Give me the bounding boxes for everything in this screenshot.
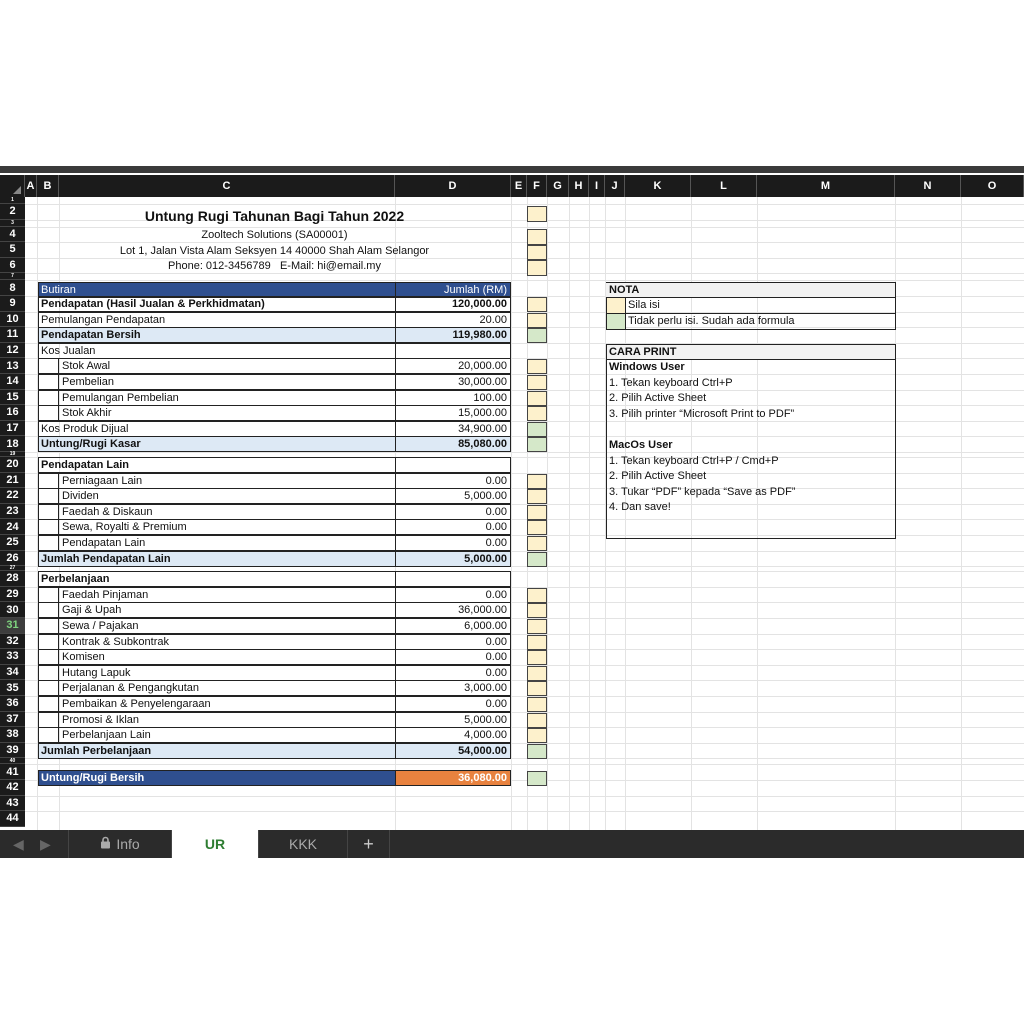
formula-swatch — [527, 422, 547, 437]
col-butiran-header[interactable]: Butiran — [38, 282, 396, 298]
line-item-amount[interactable]: 85,080.00 — [395, 436, 511, 452]
row-header[interactable]: 7 — [0, 273, 25, 280]
formula-swatch — [527, 744, 547, 759]
company-name: Zooltech Solutions (SA00001) — [201, 229, 348, 241]
line-item-amount[interactable]: 0.00 — [395, 473, 511, 489]
column-header[interactable]: H — [569, 175, 589, 197]
line-item-label[interactable]: Dividen — [38, 488, 396, 504]
row-header[interactable]: 32 — [0, 634, 25, 650]
print-instruction-line: MacOs User — [609, 439, 673, 451]
row-header[interactable]: 25 — [0, 535, 25, 551]
row-header[interactable]: 40 — [0, 758, 25, 764]
fill-swatch — [527, 313, 547, 328]
print-instruction-line: 2. Pilih Active Sheet — [609, 470, 707, 483]
grid-line — [25, 258, 1024, 259]
grid-line — [589, 197, 590, 830]
net-profit-label[interactable]: Untung/Rugi Bersih — [38, 770, 396, 786]
row-header[interactable]: 18 — [0, 436, 25, 452]
grid-line — [25, 242, 1024, 243]
print-instruction-line: Windows User — [609, 361, 685, 373]
row-header[interactable]: 20 — [0, 457, 25, 473]
row-header[interactable]: 15 — [0, 390, 25, 406]
row-header[interactable]: 19 — [0, 452, 25, 457]
line-item-label[interactable]: Stok Awal — [38, 358, 396, 374]
row-header[interactable]: 26 — [0, 551, 25, 567]
add-sheet-button[interactable]: + — [348, 830, 390, 858]
fill-swatch — [527, 650, 547, 665]
fill-swatch — [527, 474, 547, 489]
column-header[interactable]: I — [589, 175, 605, 197]
line-item-amount[interactable]: 30,000.00 — [395, 374, 511, 390]
line-item-label[interactable]: Pemulangan Pendapatan — [38, 312, 396, 328]
line-item-amount[interactable] — [395, 457, 511, 473]
line-item-label[interactable]: Pembaikan & Penyelengaraan — [38, 696, 396, 712]
column-header[interactable]: C — [59, 175, 395, 197]
row-header[interactable]: 43 — [0, 796, 25, 812]
formula-swatch — [527, 437, 547, 452]
row-header[interactable]: 14 — [0, 374, 25, 390]
nota-divider — [606, 313, 896, 314]
fill-swatch — [527, 603, 547, 618]
row-header[interactable]: 33 — [0, 649, 25, 665]
grid-line — [25, 796, 1024, 797]
fill-swatch — [527, 536, 547, 551]
column-header[interactable]: K — [625, 175, 691, 197]
window-top-strip — [0, 166, 1024, 173]
row-header[interactable]: 28 — [0, 571, 25, 587]
row-header[interactable]: 39 — [0, 743, 25, 759]
row-header[interactable]: 3 — [0, 220, 25, 227]
nota-divider — [606, 297, 896, 298]
row-header[interactable]: 1 — [0, 197, 25, 204]
tab-info[interactable] — [68, 830, 172, 858]
line-item-label[interactable]: Komisen — [38, 649, 396, 665]
row-header[interactable]: 12 — [0, 343, 25, 359]
fill-swatch — [527, 635, 547, 650]
fill-swatch — [527, 697, 547, 712]
print-instruction-line: 3. Tukar “PDF” kepada “Save as PDF” — [609, 485, 796, 498]
line-item-amount[interactable]: 36,000.00 — [395, 602, 511, 618]
column-header[interactable]: L — [691, 175, 757, 197]
line-item-amount[interactable]: 0.00 — [395, 665, 511, 681]
grid-line — [25, 227, 1024, 228]
row-header[interactable]: 44 — [0, 811, 25, 827]
column-header[interactable]: M — [757, 175, 895, 197]
print-instruction-line: 1. Tekan keyboard Ctrl+P — [609, 376, 733, 389]
print-instruction-line: 4. Dan save! — [609, 501, 671, 514]
line-item-label[interactable]: Pendapatan Lain — [38, 457, 396, 473]
line-item-amount[interactable]: 54,000.00 — [395, 743, 511, 759]
line-item-amount[interactable]: 4,000.00 — [395, 727, 511, 743]
fill-swatch — [527, 229, 547, 245]
formula-swatch — [527, 552, 547, 567]
line-item-amount[interactable]: 5,000.00 — [395, 712, 511, 728]
fill-swatch — [527, 619, 547, 634]
line-item-amount[interactable]: 0.00 — [395, 535, 511, 551]
formula-swatch — [527, 771, 547, 786]
fill-swatch — [527, 728, 547, 743]
grid-line — [25, 811, 1024, 812]
prev-sheet-arrow-icon[interactable]: ◀ — [13, 836, 24, 852]
line-item-amount[interactable]: 119,980.00 — [395, 327, 511, 343]
line-item-label[interactable]: Jumlah Pendapatan Lain — [38, 551, 396, 567]
line-item-amount[interactable]: 5,000.00 — [395, 488, 511, 504]
grid-line — [569, 197, 570, 830]
nota-title: NOTA — [609, 284, 640, 296]
row-header[interactable]: 11 — [0, 327, 25, 343]
line-item-amount[interactable] — [395, 343, 511, 359]
column-header[interactable]: N — [895, 175, 961, 197]
line-item-amount[interactable]: 0.00 — [395, 587, 511, 603]
line-item-amount[interactable]: 5,000.00 — [395, 551, 511, 567]
nota-divider — [625, 297, 626, 330]
row-header[interactable]: 6 — [0, 258, 25, 274]
row-header[interactable]: 41 — [0, 764, 25, 780]
row-header[interactable]: 35 — [0, 680, 25, 696]
line-item-amount[interactable]: 100.00 — [395, 390, 511, 406]
cara-print-title: CARA PRINT — [609, 346, 677, 358]
line-item-amount[interactable]: 0.00 — [395, 634, 511, 650]
fill-swatch — [527, 406, 547, 421]
row-header[interactable]: 21 — [0, 473, 25, 489]
company-contact: Phone: 012-3456789 E-Mail: hi@email.my — [168, 260, 381, 272]
fill-swatch — [527, 391, 547, 406]
row-header[interactable]: 31 — [0, 618, 25, 634]
row-header[interactable]: 16 — [0, 405, 25, 421]
line-item-amount[interactable] — [395, 571, 511, 587]
report-title: Untung Rugi Tahunan Bagi Tahun 2022 — [144, 208, 405, 224]
line-item-label[interactable]: Kontrak & Subkontrak — [38, 634, 396, 650]
line-item-label[interactable]: Untung/Rugi Kasar — [38, 436, 396, 452]
line-item-label[interactable]: Pendapatan Bersih — [38, 327, 396, 343]
row-header[interactable]: 29 — [0, 587, 25, 603]
tab-ur[interactable]: UR — [172, 830, 259, 858]
fill-swatch — [527, 588, 547, 603]
line-item-label[interactable]: Promosi & Iklan — [38, 712, 396, 728]
row-header[interactable]: 30 — [0, 602, 25, 618]
line-item-amount[interactable]: 0.00 — [395, 649, 511, 665]
row-header[interactable]: 2 — [0, 204, 25, 220]
line-item-label[interactable]: Jumlah Perbelanjaan — [38, 743, 396, 759]
line-item-label[interactable]: Hutang Lapuk — [38, 665, 396, 681]
grid-line — [511, 197, 512, 830]
fill-swatch — [527, 206, 547, 222]
line-item-label[interactable]: Kos Produk Dijual — [38, 421, 396, 437]
line-item-amount[interactable]: 0.00 — [395, 504, 511, 520]
print-instruction-line: 1. Tekan keyboard Ctrl+P / Cmd+P — [609, 454, 779, 467]
line-item-amount[interactable]: 20.00 — [395, 312, 511, 328]
fill-swatch — [527, 713, 547, 728]
print-instruction-line: 3. Pilih printer “Microsoft Print to PDF” — [609, 407, 795, 420]
line-item-label[interactable]: Pendapatan Lain — [38, 535, 396, 551]
row-header[interactable]: 23 — [0, 504, 25, 520]
fill-swatch — [527, 505, 547, 520]
tab-kkk[interactable]: KKK — [259, 830, 348, 858]
grid-line — [25, 273, 1024, 274]
line-item-label[interactable]: Pemulangan Pembelian — [38, 390, 396, 406]
fill-swatch — [527, 260, 547, 276]
line-item-label[interactable]: Sewa, Royalti & Premium — [38, 519, 396, 535]
row-header[interactable]: 37 — [0, 712, 25, 728]
column-header[interactable]: E — [511, 175, 527, 197]
next-sheet-arrow-icon[interactable]: ▶ — [40, 836, 51, 852]
line-item-amount[interactable]: 20,000.00 — [395, 358, 511, 374]
row-header[interactable]: 10 — [0, 312, 25, 328]
formula-color-sample — [607, 314, 625, 329]
row-header[interactable]: 24 — [0, 519, 25, 535]
tab-info-label: Info — [116, 836, 140, 852]
column-header[interactable]: J — [605, 175, 625, 197]
fill-swatch — [527, 520, 547, 535]
row-header[interactable]: 5 — [0, 242, 25, 258]
fill-swatch — [527, 666, 547, 681]
col-jumlah-header[interactable]: Jumlah (RM) — [395, 282, 511, 298]
line-item-amount[interactable]: 15,000.00 — [395, 405, 511, 421]
fill-swatch — [527, 681, 547, 696]
fill-swatch — [527, 245, 547, 260]
line-item-label[interactable]: Perbelanjaan — [38, 571, 396, 587]
row-header[interactable]: 27 — [0, 566, 25, 571]
line-item-amount[interactable]: 34,900.00 — [395, 421, 511, 437]
line-item-amount[interactable]: 6,000.00 — [395, 618, 511, 634]
grid-line — [25, 764, 1024, 765]
nota-header-bg — [606, 283, 895, 297]
row-header[interactable]: 13 — [0, 358, 25, 374]
line-item-label[interactable]: Perjalanan & Pengangkutan — [38, 680, 396, 696]
nota-fill-label: Sila isi — [628, 299, 660, 311]
line-item-label[interactable]: Faedah & Diskaun — [38, 504, 396, 520]
line-item-amount[interactable]: 0.00 — [395, 696, 511, 712]
grid-line — [25, 204, 1024, 205]
line-item-amount[interactable]: 0.00 — [395, 519, 511, 535]
row-header[interactable]: 42 — [0, 780, 25, 796]
line-item-label[interactable]: Perniagaan Lain — [38, 473, 396, 489]
row-header[interactable]: 34 — [0, 665, 25, 681]
lock-icon — [100, 836, 111, 852]
column-header[interactable]: G — [547, 175, 569, 197]
grid-line — [961, 197, 962, 830]
row-header[interactable]: 17 — [0, 421, 25, 437]
line-item-label[interactable]: Pendapatan (Hasil Jualan & Perkhidmatan) — [38, 296, 396, 312]
line-item-label[interactable]: Pembelian — [38, 374, 396, 390]
formula-swatch — [527, 328, 547, 343]
grid-line — [547, 197, 548, 830]
column-header[interactable]: O — [961, 175, 1024, 197]
select-all-corner[interactable] — [0, 175, 25, 197]
fill-swatch — [527, 297, 547, 312]
fill-swatch — [527, 375, 547, 390]
fill-swatch — [527, 359, 547, 374]
line-item-label[interactable]: Kos Jualan — [38, 343, 396, 359]
column-header[interactable]: F — [527, 175, 547, 197]
column-header[interactable]: B — [37, 175, 59, 197]
line-item-label[interactable]: Stok Akhir — [38, 405, 396, 421]
net-profit-value[interactable]: 36,080.00 — [395, 770, 511, 786]
nota-formula-label: Tidak perlu isi. Sudah ada formula — [628, 315, 795, 327]
line-item-label[interactable]: Perbelanjaan Lain — [38, 727, 396, 743]
row-header[interactable]: 9 — [0, 296, 25, 312]
row-header[interactable]: 36 — [0, 696, 25, 712]
row-header[interactable]: 8 — [0, 280, 25, 296]
line-item-label[interactable]: Sewa / Pajakan — [38, 618, 396, 634]
fill-swatch — [527, 489, 547, 504]
row-header[interactable]: 22 — [0, 488, 25, 504]
column-header[interactable]: D — [395, 175, 511, 197]
column-header[interactable]: A — [25, 175, 37, 197]
row-header[interactable]: 38 — [0, 727, 25, 743]
row-header[interactable]: 4 — [0, 227, 25, 243]
print-instruction-line: 2. Pilih Active Sheet — [609, 392, 707, 405]
line-item-amount[interactable]: 3,000.00 — [395, 680, 511, 696]
line-item-label[interactable]: Faedah Pinjaman — [38, 587, 396, 603]
line-item-amount[interactable]: 120,000.00 — [395, 296, 511, 312]
fill-color-sample — [607, 298, 625, 313]
line-item-label[interactable]: Gaji & Upah — [38, 602, 396, 618]
company-address: Lot 1, Jalan Vista Alam Seksyen 14 40000 Shah Alam Selangor — [119, 245, 430, 257]
